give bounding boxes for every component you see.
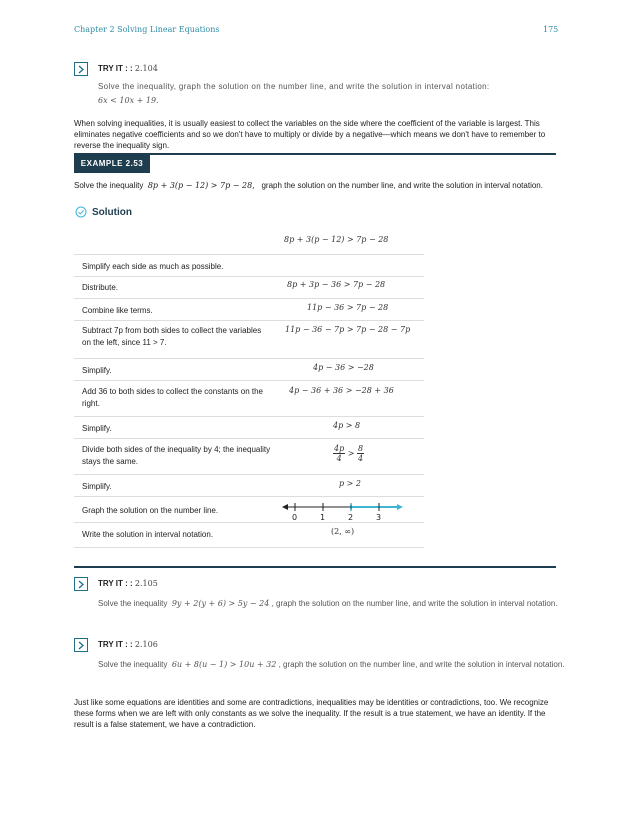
fraction-rhs bbox=[357, 444, 364, 463]
step-equation: 11p − 36 − 7p > 7p − 28 − 7p bbox=[285, 325, 411, 334]
table-row bbox=[74, 496, 424, 523]
table-row bbox=[74, 298, 424, 321]
prompt-before: Solve the inequality bbox=[74, 181, 144, 190]
tick-label-2: 2 bbox=[348, 513, 354, 522]
try-it-number: 2.106 bbox=[134, 640, 158, 649]
table-row bbox=[74, 254, 424, 277]
try-it-problem bbox=[98, 656, 578, 673]
fraction-rhs-den: 4 bbox=[358, 454, 364, 463]
step-equation: 4p − 36 + 36 > −28 + 36 bbox=[289, 386, 394, 395]
example-end-rule bbox=[74, 566, 556, 568]
step-text: Combine like terms. bbox=[82, 306, 153, 315]
try-it-number: 2.105 bbox=[134, 579, 158, 588]
step-equation: 11p − 36 > 7p − 28 bbox=[307, 303, 389, 312]
step-text: Graph the solution on the number line. bbox=[82, 506, 219, 515]
table-row bbox=[74, 358, 424, 381]
step-text: Simplify. bbox=[82, 424, 112, 433]
try-it-math: 6u + 8(u − 1) > 10u + 32 bbox=[171, 660, 277, 669]
start-equation: 8p + 3(p − 12) > 7p − 28 bbox=[284, 235, 389, 244]
step-text: Add 36 to both sides to collect the constants on the right. bbox=[82, 387, 264, 408]
number-line-right-arrow bbox=[397, 504, 403, 510]
try-it-label: TRY IT : : bbox=[98, 640, 133, 649]
tick-label-1: 1 bbox=[320, 513, 326, 522]
page-number: 175 bbox=[543, 25, 559, 34]
fraction-equation bbox=[333, 444, 364, 463]
try-it-problem bbox=[98, 80, 578, 108]
number-line bbox=[279, 497, 419, 523]
try-it-text: Solve the inequality, graph the solution on the number line, and write the solution in interval notation: bbox=[98, 82, 490, 91]
example-prompt bbox=[74, 178, 556, 193]
solution-title: Solution bbox=[92, 207, 132, 218]
intro-paragraph: When solving inequalities, it is usually easiest to collect the variables on the side where the coefficient of the variable is largest. This eliminates negative coefficients and so we don't have to multiply or divide by a negative—which means we don't have to remember to reverse the inequality sign. bbox=[74, 119, 546, 150]
try-it-text-before: Solve the inequality bbox=[98, 660, 168, 669]
step-text: Simplify. bbox=[82, 366, 112, 375]
table-row bbox=[74, 276, 424, 299]
try-it-label: TRY IT : : bbox=[98, 579, 133, 588]
closing-paragraph: Just like some equations are identities and some are contradictions, inequalities may be identities or contradictions, too. We recognize these forms when we are left with only constants as we solve the inequality. If the result is a true statement, we have an identity. If the result is a false statement, we have a contradiction. bbox=[74, 698, 549, 729]
fraction-rhs-num: 8 bbox=[358, 444, 364, 453]
table-row bbox=[74, 438, 424, 475]
try-it-text-before: Solve the inequality bbox=[98, 599, 168, 608]
fraction-lhs bbox=[333, 444, 345, 463]
try-it-text-after: , graph the solution on the number line, and write the solution in interval notation. bbox=[271, 599, 558, 608]
try-it-math: 9y + 2(y + 6) > 5y − 24 bbox=[171, 599, 270, 608]
step-text: Divide both sides of the inequality by 4; the inequality stays the same. bbox=[82, 445, 271, 466]
table-row bbox=[74, 416, 424, 439]
try-it-label: TRY IT : : bbox=[98, 64, 133, 73]
tick-label-3: 3 bbox=[376, 513, 382, 522]
try-it-problem bbox=[98, 595, 578, 612]
chevron-right-icon[interactable] bbox=[74, 62, 88, 76]
try-it-number: 2.104 bbox=[134, 64, 158, 73]
try-it-math: 6x < 10x + 19. bbox=[98, 96, 159, 105]
step-equation: 8p + 3p − 36 > 7p − 28 bbox=[287, 280, 386, 289]
step-equation: p > 2 bbox=[339, 479, 361, 488]
open-bracket: ( bbox=[349, 503, 353, 513]
prompt-math: 8p + 3(p − 12) > 7p − 28, bbox=[147, 181, 255, 190]
fraction-op: > bbox=[347, 449, 355, 458]
table-row bbox=[74, 474, 424, 497]
step-text: Subtract 7p from both sides to collect the variables on the left, since 11 > 7. bbox=[82, 326, 262, 347]
step-text: Distribute. bbox=[82, 283, 119, 292]
table-row bbox=[74, 380, 424, 417]
chevron-right-icon[interactable] bbox=[74, 638, 88, 652]
step-equation: (2, ∞) bbox=[331, 527, 355, 536]
checkmark-circle-icon bbox=[75, 206, 87, 218]
table-row bbox=[74, 522, 424, 548]
prompt-after: graph the solution on the number line, and write the solution in interval notation. bbox=[261, 181, 543, 190]
example-tag: EXAMPLE 2.53 bbox=[74, 155, 150, 173]
step-equation: 4p − 36 > −28 bbox=[313, 363, 374, 372]
step-equation: 4p > 8 bbox=[333, 421, 361, 430]
try-it-text-after: , graph the solution on the number line, and write the solution in interval notation. bbox=[278, 660, 565, 669]
fraction-lhs-num: 4p bbox=[334, 444, 345, 453]
table-row bbox=[74, 320, 424, 359]
chapter-header: Chapter 2 Solving Linear Equations bbox=[74, 25, 220, 34]
fraction-lhs-den: 4 bbox=[336, 454, 342, 463]
number-line-left-arrow bbox=[282, 504, 288, 510]
tick-label-0: 0 bbox=[292, 513, 298, 522]
step-text: Simplify each side as much as possible. bbox=[82, 262, 224, 271]
step-text: Write the solution in interval notation. bbox=[82, 530, 214, 539]
step-text: Simplify. bbox=[82, 482, 112, 491]
chevron-right-icon[interactable] bbox=[74, 577, 88, 591]
